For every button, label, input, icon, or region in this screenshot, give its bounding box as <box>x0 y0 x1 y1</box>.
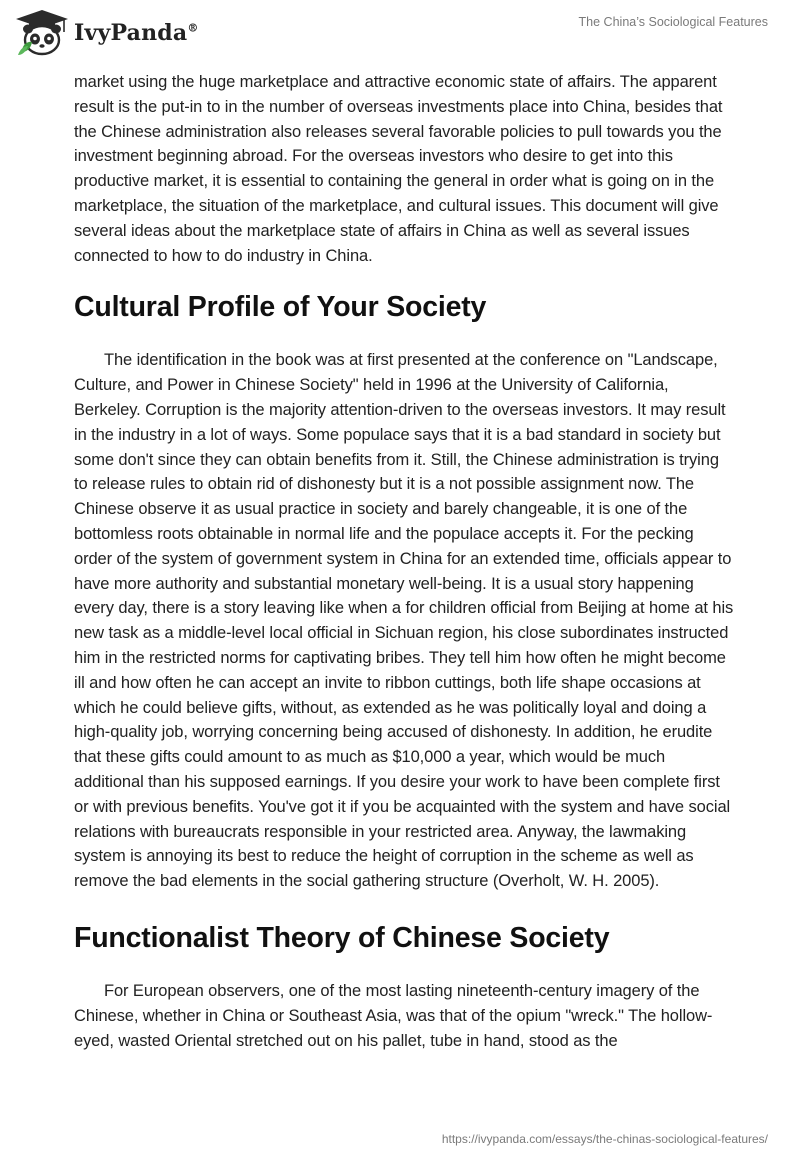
brand-name: IvyPanda® <box>74 20 199 46</box>
section-heading-functionalist-theory: Functionalist Theory of Chinese Society <box>74 921 610 954</box>
panda-graduate-icon <box>14 8 70 58</box>
document-title: The China’s Sociological Features <box>578 15 768 29</box>
source-url[interactable]: https://ivypanda.com/essays/the-chinas-sociological-features/ <box>441 1132 768 1146</box>
intro-paragraph: market using the huge marketplace and attractive economic state of affairs. The apparent result is the put-in to in the number of overseas investments place into China, besides that the Chinese administration also releases several favorable policies to pull towards you the investment beginning abroad. For the overseas investors who desire to get into this productive market, it is essential to containing the general in order what is going on in the marketplace, the situation of the marketplace, and cultural issues. This document will give several ideas about the marketplace state of affairs in China as well as several issues connected to how to do industry in China. <box>74 73 723 265</box>
section-heading-cultural-profile: Cultural Profile of Your Society <box>74 291 487 324</box>
ivypanda-logo[interactable] <box>14 8 199 58</box>
essay-body <box>74 70 734 1053</box>
functionalist-theory-paragraph: For European observers, one of the most lasting nineteenth-century imagery of the Chinese, whether in China or Southeast Asia, was that of the opium "wreck." The hollow-eyed, wasted Oriental stretched out on his pallet, tube in hand, stood as the <box>74 981 713 1050</box>
cultural-profile-paragraph: The identification in the book was at first presented at the conference on "Landscape, Culture, and Power in Chinese Society" held in 1996 at the University of California, Berkeley. Corruption is the majority attention-driven to the overseas investors. It may result in the industry in a lot of ways. Some populace says that it is a bad standard in society but some don't since they can obtain benefits from it. Still, the Chinese administration is trying to release rules to obtain rid of dishonesty but it is a not possible assignment now. The Chinese observe it as usual practice in society and barely changeable, it is one of the bottomless roots obtainable in normal life and the populace accepts it. For the pecking order of the system of government system in China for an extended time, officials appear to have more authority and substantial monetary well-being. It is a usual story happening every day, there is a story leaving like when a for children official from Beijing at home at his new task as a middle-level local official in Sichuan region, his close subordinates instructed him in the restricted norms for captivating bribes. They tell him how often he might become ill and how often he can accept an invite to ribbon cuttings, both life shape occasions at which he could believe gifts, without, as extended as he was politically loyal and doing a high-quality job, worrying concerning being accused of dishonesty. In addition, he erudite that these gifts could amount to as much as $10,000 a year, which would be much additional than his supposed earnings. If you desire your work to have been complete first or with previous benefits. You've got it if you be acquainted with the system and have social relations with bureaucrats responsible in your restricted area. Anyway, the lawmaking system is annoying its best to reduce the height of corruption in the scheme as well as remove the bad elements in the social gathering structure (Overholt, W. H. 2005). <box>74 351 734 891</box>
page-header <box>0 0 800 70</box>
